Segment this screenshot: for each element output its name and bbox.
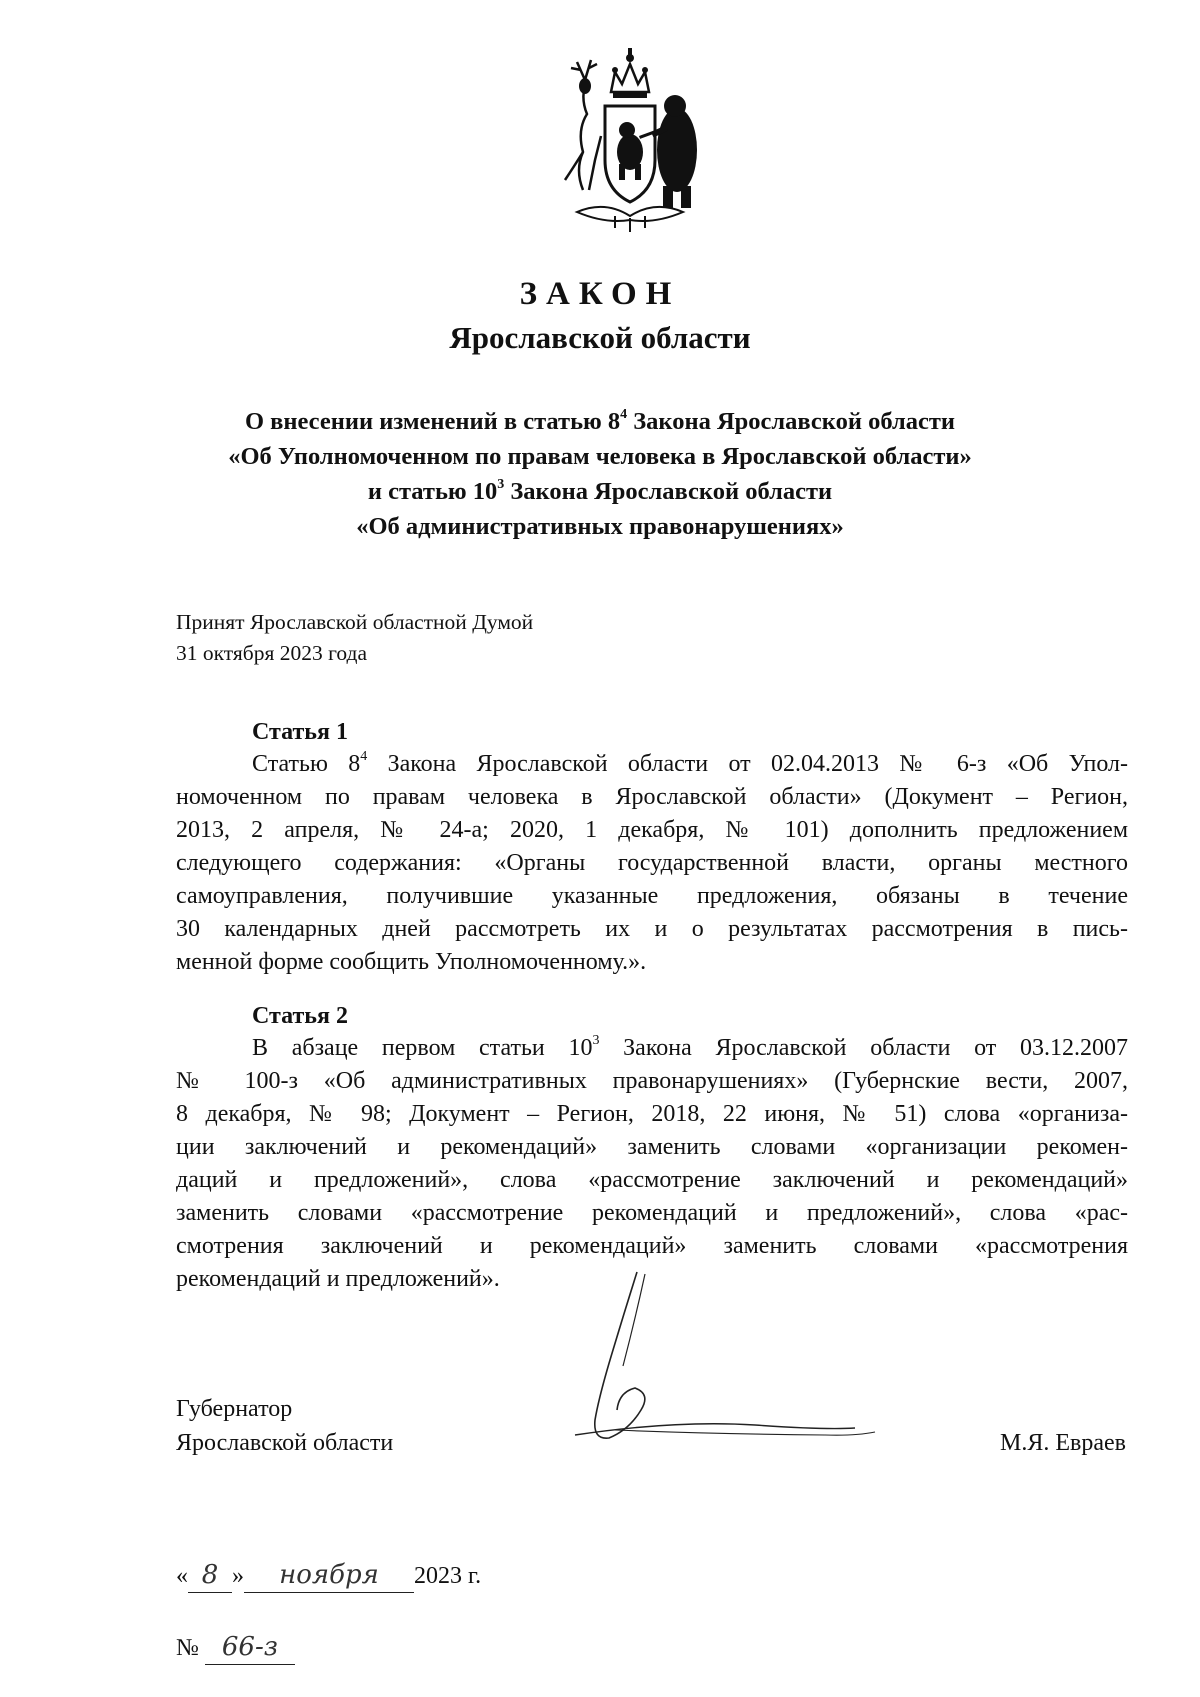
article-1-line: 30 календарных дней рассмотреть их и о результатах рассмотрения в пись- [176, 916, 1128, 942]
article-2-heading: Статья 2 [252, 1003, 348, 1029]
article-2-body [176, 1032, 1128, 1296]
handwritten-signature [555, 1270, 935, 1450]
article-2-line: ции заключений и рекомендаций» заменить словами «организации рекомен- [176, 1134, 1128, 1160]
article-1-body [176, 748, 1128, 979]
article-2-line: смотрения заключений и рекомендаций» заменить словами «рассмотрения [176, 1233, 1128, 1259]
subject-line-1: О внесении изменений в статью $8^4$ Закона Ярославской области [244, 407, 956, 435]
adoption-body: Принят Ярославской областной Думой [176, 610, 534, 634]
law-subject [150, 404, 1050, 544]
date-open-quote: « [176, 1563, 188, 1589]
article-2-line: № 100-з «Об административных правонарушениях» (Губернские вести, 2007, [176, 1068, 1128, 1094]
document-type-title: ЗАКОН [519, 276, 681, 312]
article-1-line: Статью $8^4$ Закона Ярославской области от 02.04.2013 № 6-з «Об Упол- [252, 749, 1128, 777]
article-1-heading: Статья 1 [252, 719, 348, 745]
signing-date [176, 1558, 481, 1593]
subject-line-4: «Об административных правонарушениях» [356, 513, 844, 540]
adoption-date: 31 октября 2023 года [176, 641, 368, 665]
article-2-line: В абзаце первом статьи $10^3$ Закона Ярославской области от 03.12.2007 [252, 1033, 1128, 1061]
article-1-line: номоченном по правам человека в Ярославской области» (Документ – Регион, [176, 784, 1128, 810]
article-2-line: 8 декабря, № 98; Документ – Регион, 2018, 22 июня, № 51) слова «организа- [176, 1101, 1128, 1127]
date-close-quote: » [232, 1563, 244, 1589]
article-2-line: даций и предложений», слова «рассмотрение заключений и рекомендаций» [176, 1167, 1128, 1193]
article-1-line: менной форме сообщить Уполномоченному.». [176, 949, 647, 975]
article-2-line: заменить словами «рассмотрение рекомендаций и предложений», слова «рас- [176, 1200, 1128, 1226]
subject-line-3: и статью $10^3$ Закона Ярославской области [367, 477, 833, 505]
article-1-line: 2013, 2 апреля, № 24-а; 2020, 1 декабря, № 101) дополнить предложением [176, 817, 1128, 843]
adoption-note [176, 607, 533, 669]
number-label: № [176, 1635, 199, 1661]
signatory-position [176, 1392, 393, 1460]
date-month: ноября [244, 1558, 414, 1593]
signatory-name: М.Я. Евраев [1000, 1430, 1126, 1456]
signatory-title: Губернатор [176, 1396, 293, 1422]
subject-line-2: «Об Уполномоченном по правам человека в Ярославской области» [228, 443, 972, 470]
date-day: 8 [188, 1558, 232, 1593]
article-2-line: рекомендаций и предложений». [176, 1266, 500, 1292]
law-number [176, 1630, 295, 1665]
article-1-line: следующего содержания: «Органы государственной власти, органы местного [176, 850, 1128, 876]
coat-of-arms-emblem [555, 40, 705, 250]
signatory-region: Ярославской области [176, 1430, 394, 1456]
article-1-line: самоуправления, получившие указанные предложения, обязаны в течение [176, 883, 1128, 909]
document-region-title: Ярославской области [449, 320, 751, 355]
number-value: 66-з [205, 1630, 295, 1665]
date-year: 2023 г. [414, 1563, 482, 1589]
